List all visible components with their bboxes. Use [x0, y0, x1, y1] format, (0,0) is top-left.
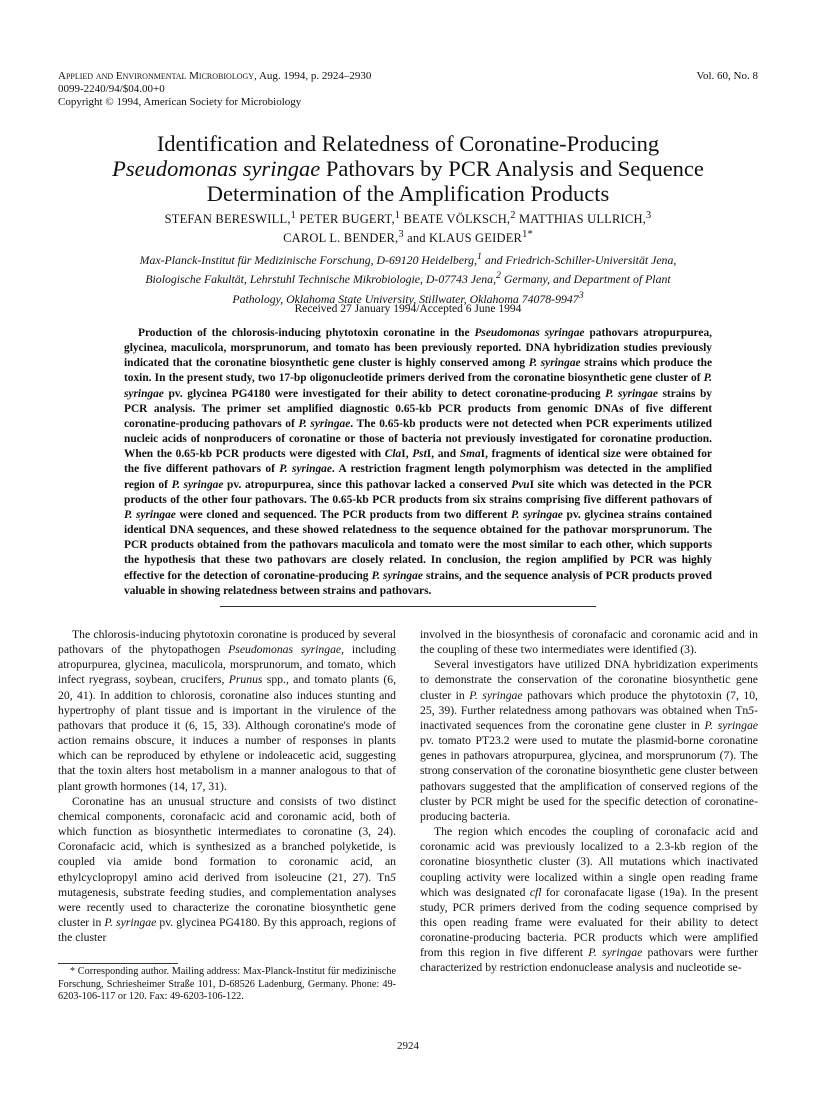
- footnote-divider: [58, 963, 178, 964]
- journal-name: Applied and Environmental Microbiology: [58, 70, 255, 82]
- issn-line: 0099-2240/94/$04.00+0: [58, 83, 165, 95]
- paragraph: The chlorosis-inducing phytotoxin coronatine is produced by several pathovars of the phytopathogen Pseudomonas syringae, including atropurpurea, glycinea, maculicola, morsprunorum, and tomato, which infect ryegrass, soybean, crucifers, Prunus spp., and tomato plants (6, 20, 41). In addition to chlorosis, coronatine also induces stunting and hypertrophy of plant tissue and is important in the virulence of the pathovars that produce it (6, 15, 33). Although coronatine's mode of action remains obscure, it induces a number of responses in plants which can be reproduced by ethylene or indoleacetic acid, suggesting that the toxin alters host metabolism in a manner analogous to that of plant growth hormones (14, 17, 31).: [58, 628, 396, 793]
- page-number: 2924: [397, 1040, 419, 1052]
- volume-issue: Vol. 60, No. 8: [696, 70, 758, 82]
- body-column-right: [420, 627, 758, 976]
- received-dates: Received 27 January 1994/Accepted 6 June 1994: [294, 303, 522, 315]
- corresponding-author-footnote: * Corresponding author. Mailing address: Max-Planck-Institut für medizinische Forschung, Schriesheimer Straße 101, D-68526 Ladenburg, Germany. Phone: 49-6203-106-117 or 120. Fax: 49-6203-106-122.: [58, 966, 396, 1002]
- section-divider: [220, 606, 596, 607]
- abstract: Production of the chlorosis-inducing phytotoxin coronatine in the Pseudomonas syringae pathovars atropurpurea, glycinea, maculicola, morsprunorum, and tomato has been previously reported. DNA hybridization studies previously indicated that the coronatine biosynthetic gene cluster is highly conserved among P. syringae strains which produce the toxin. In the present study, two 17-bp oligonucleotide primers derived from the coronatine biosynthetic gene cluster of P. syringae pv. glycinea PG4180 were investigated for their ability to detect coronatine-producing P. syringae strains by PCR analysis. The primer set amplified diagnostic 0.65-kb PCR products from genomic DNAs of five different coronatine-producing pathovars of P. syringae. The 0.65-kb products were not detected when PCR experiments utilized nucleic acids of nonproducers of coronatine or those of bacteria not previously investigated for coronatine production. When the 0.65-kb PCR products were digested with ClaI, PstI, and SmaI, fragments of identical size were obtained for the five different pathovars of P. syringae. A restriction fragment length polymorphism was detected in the amplified region of P. syringae pv. atropurpurea, since this pathovar lacked a conserved PvuI site which was detected in the PCR products of the other four pathovars. The 0.65-kb PCR products from six strains comprising five different pathovars of P. syringae were cloned and sequenced. The PCR products from two different P. syringae pv. glycinea strains contained identical DNA sequences, and these showed relatedness to the sequence obtained for the pathovar morsprunorum. The PCR products obtained from the pathovars maculicola and tomato were the most similar to each other, which supports the hypothesis that these two pathovars are closely related. In conclusion, the region amplified by PCR was highly effective for the detection of coronatine-producing P. syringae strains, and the sequence analysis of PCR products proved valuable in showing relatedness between strains and pathovars.: [124, 327, 713, 597]
- paragraph: The region which encodes the coupling of coronafacic acid and coronamic acid was previously localized to a 2.3-kb region of the coronatine biosynthetic cluster (3). All mutations which inactivated coupling activity were localized within a single open reading frame which was designated cfl for coronafacate ligase (19a). In the present study, PCR primers derived from the coding sequence comprised by this open reading frame were evaluated for their ability to detect coronatine-producing bacteria. PCR products which were amplified from this region in five different P. syringae pathovars were further characterized by restriction endonuclease analysis and nucleotide se-: [420, 825, 759, 975]
- copyright-line: Copyright © 1994, American Society for Microbiology: [58, 96, 302, 108]
- paragraph: Coronatine has an unusual structure and consists of two distinct chemical components, coronafacic acid and coronamic acid, both of which function as biosynthetic intermediates to coronatine (3, 24). Coronafacic acid, which is synthesized as a branched polyketide, is coupled via amide bond formation to coronamic acid, an ethylcyclopropyl amino acid derived from isoleucine (21, 27). Tn5 mutagenesis, substrate feeding studies, and complementation analyses were recently used to characterize the coronatine biosynthetic gene cluster in P. syringae pv. glycinea PG4180. By this approach, regions of the cluster: [58, 794, 397, 945]
- paragraph: involved in the biosynthesis of coronafacic and coronamic acid and in the coupling of these two intermediates were identified (3).: [420, 628, 758, 657]
- body-column-left: [58, 627, 396, 945]
- paragraph: Several investigators have utilized DNA hybridization experiments to demonstrate the conservation of the coronatine biosynthetic gene cluster in P. syringae pathovars which produce the phytotoxin (7, 10, 25, 39). Further relatedness among pathovars was obtained when Tn5-inactivated sequences from the coronatine gene cluster in P. syringae pv. tomato PT23.2 were used to mutate the plasmid-borne coronatine genes in pathovars atropurpurea, glycinea, and morsprunorum (7). The strong conservation of the coronatine biosynthetic gene cluster between pathovars suggested that the amplification of conserved regions of the cluster by PCR might be used for the specific detection of coronatine-producing bacteria.: [420, 658, 758, 823]
- article-title: Identification and Relatedness of Coronatine-Producing Pseudomonas syringae Pathovars by PCR Analysis and Sequence Determination of the Amplification Products: [112, 131, 704, 206]
- citation-line: Applied and Environmental Microbiology, Aug. 1994, p. 2924–2930: [58, 70, 372, 82]
- affiliations: Max-Planck-Institut für Medizinische Forschung, D-69120 Heidelberg,$^1$ and Friedrich-Schiller-Universität Jena, Biologische Fakultät, Lehrstuhl Technische Mikrobiologie, D-07743 Jena,$^2$ Germany, and Department of Plant Pathology, Oklahoma State University, Stillwater, Oklahoma 74078-9947$^3$: [139, 251, 677, 306]
- running-header: [58, 70, 758, 109]
- author-list: STEFAN BERESWILL,$^1$ PETER BUGERT,$^1$ BEATE VÖLKSCH,$^2$ MATTHIAS ULLRICH,$^3$ CAROL L. BENDER,$^3$ and KLAUS $GEIDER^{1*}$: [164, 210, 652, 246]
